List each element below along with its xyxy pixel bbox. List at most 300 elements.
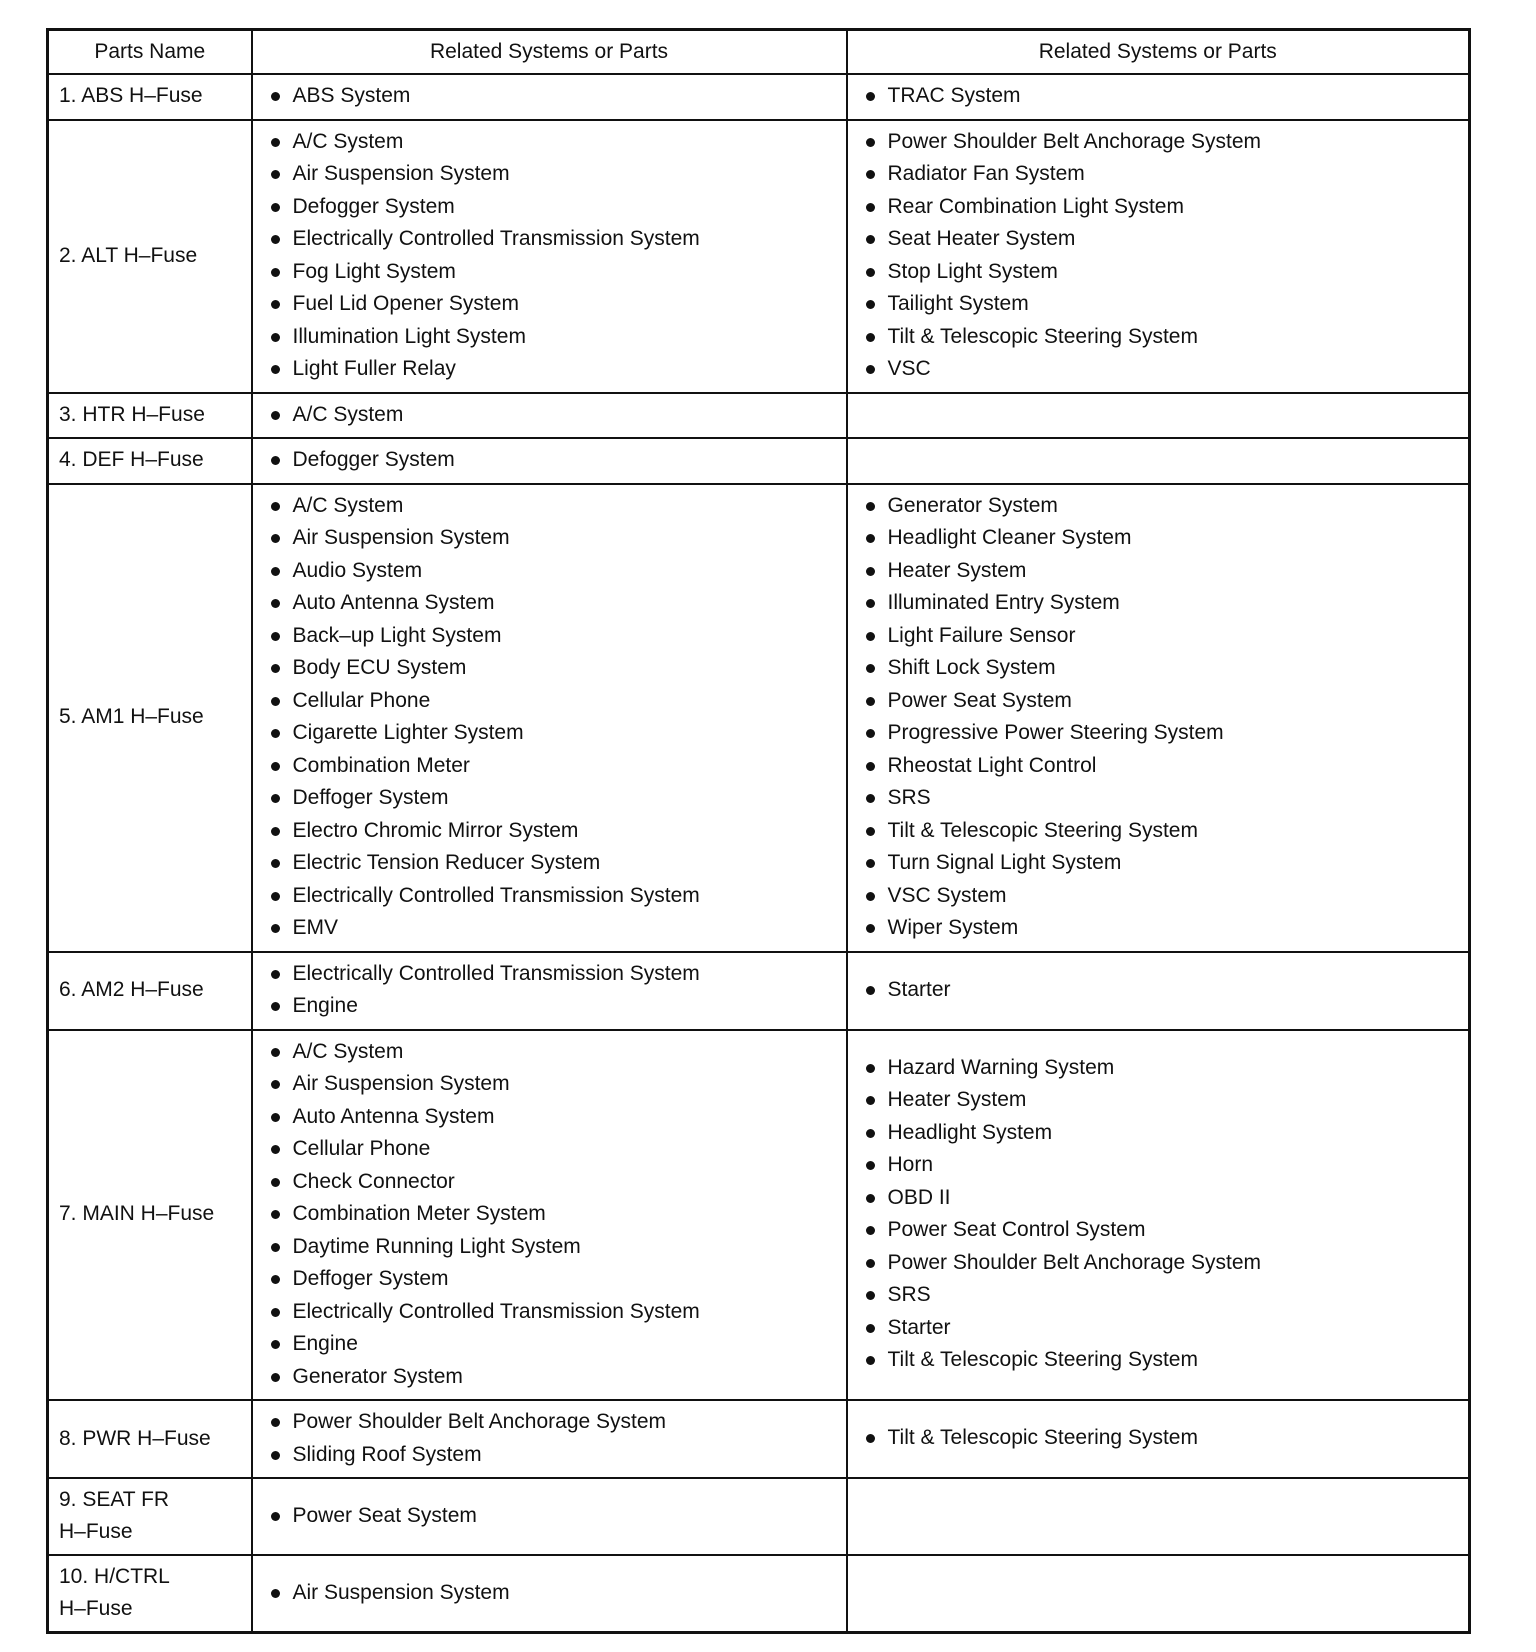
list-item — [864, 1182, 1469, 1215]
list-item — [864, 652, 1469, 685]
parts-name-line: H–Fuse — [59, 1520, 133, 1543]
related-system-label: Tailight System — [887, 292, 1029, 315]
list-item — [269, 555, 846, 588]
related-system-label: Electro Chromic Mirror System — [292, 818, 579, 842]
related-system-label: Wiper System — [887, 916, 1019, 939]
related-system-label: Power Seat System — [292, 1503, 477, 1527]
bullet-icon — [866, 1129, 875, 1138]
table-row — [48, 484, 1470, 952]
related-system-label: Starter — [887, 977, 951, 1001]
bullet-icon — [271, 203, 280, 212]
bullet-icon — [271, 859, 280, 868]
bullet-icon — [866, 1291, 875, 1300]
bullet-icon — [866, 1434, 875, 1443]
list-item — [269, 1577, 846, 1610]
related-system-label: Rheostat Light Control — [887, 753, 1097, 777]
related-system-label: Cigarette Lighter System — [292, 721, 524, 744]
related-system-label: Generator System — [887, 493, 1058, 517]
related-system-label: Combination Meter — [292, 753, 470, 777]
related-system-label: Electric Tension Reducer System — [292, 851, 601, 874]
list-item — [864, 847, 1469, 880]
list-item — [269, 717, 846, 750]
bullet-icon — [271, 697, 280, 706]
related-system-label: Air Suspension System — [292, 526, 510, 549]
related-system-label: Power Shoulder Belt Anchorage System — [887, 1250, 1262, 1274]
list-item — [269, 490, 846, 523]
bullet-icon — [271, 1002, 280, 1011]
list-item — [269, 652, 846, 685]
list-item — [269, 1231, 846, 1264]
related-systems-list — [253, 490, 846, 945]
related-system-label: ABS System — [292, 84, 411, 107]
list-item — [269, 223, 846, 256]
bullet-icon — [271, 170, 280, 179]
parts-name-label: 2. ALT H–Fuse — [59, 243, 198, 267]
related-system-label: Electrically Controlled Transmission System — [292, 1299, 700, 1323]
bullet-icon — [866, 664, 875, 673]
bullet-icon — [866, 827, 875, 836]
bullet-icon — [271, 729, 280, 738]
list-item — [864, 1344, 1469, 1377]
related-system-label: Progressive Power Steering System — [887, 721, 1224, 744]
list-item — [269, 522, 846, 555]
related-system-label: Generator System — [292, 1364, 463, 1388]
list-item — [864, 490, 1469, 523]
related-system-label: Shift Lock System — [887, 656, 1056, 679]
bullet-icon — [271, 794, 280, 803]
table-row — [48, 1478, 1470, 1555]
parts-name-label: 8. PWR H–Fuse — [59, 1426, 211, 1450]
parts-name-line: H–Fuse — [59, 1597, 133, 1620]
related-systems-list — [253, 444, 846, 477]
bullet-icon — [271, 892, 280, 901]
related-system-label: VSC System — [887, 883, 1007, 907]
parts-name-cell — [48, 1555, 252, 1633]
related-systems-list — [253, 126, 846, 386]
related-systems-cell-2 — [847, 438, 1470, 484]
parts-name-cell — [48, 74, 252, 120]
related-system-label: Heater System — [887, 1088, 1027, 1112]
related-system-label: Power Seat Control System — [887, 1218, 1146, 1242]
bullet-icon — [271, 1210, 280, 1219]
bullet-icon — [271, 924, 280, 933]
related-system-label: Radiator Fan System — [887, 162, 1085, 185]
related-systems-cell-1 — [252, 1400, 847, 1478]
bullet-icon — [866, 203, 875, 212]
bullet-icon — [271, 92, 280, 101]
related-system-label: Combination Meter System — [292, 1202, 546, 1225]
list-item — [864, 1312, 1469, 1345]
parts-name-label: 3. HTR H–Fuse — [59, 402, 205, 426]
related-system-label: Electrically Controlled Transmission System — [292, 227, 700, 250]
list-item — [269, 80, 846, 113]
list-item — [269, 288, 846, 321]
bullet-icon — [271, 599, 280, 608]
related-systems-list — [848, 126, 1469, 386]
list-item — [269, 1328, 846, 1361]
parts-name-cell — [48, 1478, 252, 1555]
bullet-icon — [866, 599, 875, 608]
bullet-icon — [866, 986, 875, 995]
related-systems-cell-1 — [252, 120, 847, 393]
related-system-label: Auto Antenna System — [292, 1104, 495, 1128]
related-system-label: Defogger System — [292, 194, 455, 218]
bullet-icon — [866, 170, 875, 179]
bullet-icon — [271, 1451, 280, 1460]
list-item — [864, 158, 1469, 191]
related-system-label: SRS — [887, 1283, 931, 1307]
list-item — [269, 880, 846, 913]
list-item — [864, 587, 1469, 620]
parts-name-label: 7. MAIN H–Fuse — [59, 1202, 215, 1226]
bullet-icon — [271, 333, 280, 342]
related-system-label: TRAC System — [887, 84, 1021, 107]
related-system-label: A/C System — [292, 1039, 404, 1063]
related-system-label: Cellular Phone — [292, 1137, 431, 1160]
related-system-label: Air Suspension System — [292, 1580, 510, 1604]
related-systems-cell-2 — [847, 74, 1470, 120]
related-system-label: Tilt & Telescopic Steering System — [887, 1348, 1198, 1372]
table-row — [48, 393, 1470, 439]
related-system-label: A/C System — [292, 402, 404, 426]
related-system-label: Illumination Light System — [292, 324, 526, 348]
related-systems-list — [848, 80, 1469, 113]
related-system-label: Starter — [887, 1315, 951, 1339]
bullet-icon — [271, 1418, 280, 1427]
list-item — [269, 444, 846, 477]
bullet-icon — [866, 697, 875, 706]
bullet-icon — [866, 1226, 875, 1235]
related-system-label: Defogger System — [292, 448, 455, 471]
related-system-label: Power Shoulder Belt Anchorage System — [887, 129, 1262, 153]
list-item — [864, 353, 1469, 386]
list-item — [269, 353, 846, 386]
parts-name-line: 9. SEAT FR — [59, 1488, 170, 1511]
related-systems-cell-1 — [252, 438, 847, 484]
bullet-icon — [271, 1178, 280, 1187]
list-item — [269, 321, 846, 354]
related-systems-cell-2 — [847, 484, 1470, 952]
bullet-icon — [271, 1308, 280, 1317]
parts-name-cell — [48, 484, 252, 952]
list-item — [269, 815, 846, 848]
list-item — [864, 815, 1469, 848]
list-item — [864, 555, 1469, 588]
parts-name-line: 10. H/CTRL — [59, 1565, 170, 1588]
related-system-label: Engine — [292, 994, 358, 1017]
list-item — [864, 80, 1469, 113]
related-system-label: Air Suspension System — [292, 162, 510, 185]
related-system-label: Tilt & Telescopic Steering System — [887, 818, 1198, 842]
bullet-icon — [866, 235, 875, 244]
related-system-label: Turn Signal Light System — [887, 851, 1122, 874]
related-system-label: Headlight Cleaner System — [887, 526, 1132, 549]
bullet-icon — [866, 1324, 875, 1333]
list-item — [864, 321, 1469, 354]
table-row — [48, 438, 1470, 484]
bullet-icon — [866, 138, 875, 147]
related-system-label: Heater System — [887, 558, 1027, 582]
related-systems-cell-1 — [252, 1555, 847, 1633]
list-item — [269, 191, 846, 224]
list-item — [864, 750, 1469, 783]
bullet-icon — [866, 502, 875, 511]
bullet-icon — [866, 567, 875, 576]
related-systems-list — [253, 1500, 846, 1533]
list-item — [269, 1439, 846, 1472]
related-systems-list — [253, 399, 846, 432]
related-system-label: Tilt & Telescopic Steering System — [887, 1426, 1198, 1450]
table-body — [48, 74, 1470, 1633]
list-item — [864, 1279, 1469, 1312]
header-related-systems-2: Related Systems or Parts — [847, 30, 1470, 75]
list-item — [269, 1133, 846, 1166]
list-item — [269, 1068, 846, 1101]
related-systems-cell-1 — [252, 1030, 847, 1401]
list-item — [269, 750, 846, 783]
table-row — [48, 1400, 1470, 1478]
related-system-label: Power Shoulder Belt Anchorage System — [292, 1410, 667, 1433]
list-item — [269, 158, 846, 191]
parts-name-label: 1. ABS H–Fuse — [59, 84, 203, 108]
table-header-row — [48, 30, 1470, 75]
related-system-label: Hazard Warning System — [887, 1055, 1115, 1079]
list-item — [269, 587, 846, 620]
related-system-label: Rear Combination Light System — [887, 194, 1184, 218]
related-system-label: Deffoger System — [292, 786, 449, 809]
related-systems-list — [848, 1422, 1469, 1455]
bullet-icon — [866, 1194, 875, 1203]
related-system-label: VSC — [887, 357, 931, 380]
bullet-icon — [271, 1340, 280, 1349]
related-system-label: Tilt & Telescopic Steering System — [887, 324, 1198, 348]
related-system-label: Electrically Controlled Transmission System — [292, 961, 700, 985]
related-systems-cell-2 — [847, 1030, 1470, 1401]
parts-name-label: 5. AM1 H–Fuse — [59, 705, 204, 728]
list-item — [269, 912, 846, 945]
list-item — [269, 1166, 846, 1199]
related-system-label: Engine — [292, 1332, 358, 1355]
bullet-icon — [271, 365, 280, 374]
parts-name-cell — [48, 393, 252, 439]
related-systems-cell-1 — [252, 393, 847, 439]
bullet-icon — [271, 567, 280, 576]
list-item — [269, 1406, 846, 1439]
list-item — [864, 912, 1469, 945]
related-system-label: Fuel Lid Opener System — [292, 292, 519, 315]
list-item — [269, 1101, 846, 1134]
bullet-icon — [271, 138, 280, 147]
bullet-icon — [271, 1275, 280, 1284]
related-system-label: Light Fuller Relay — [292, 357, 456, 380]
related-system-label: Light Failure Sensor — [887, 623, 1076, 647]
related-system-label: Cellular Phone — [292, 688, 431, 712]
parts-name-cell — [48, 120, 252, 393]
bullet-icon — [866, 268, 875, 277]
bullet-icon — [866, 729, 875, 738]
related-systems-list — [848, 490, 1469, 945]
bullet-icon — [271, 1145, 280, 1154]
related-system-label: Sliding Roof System — [292, 1442, 482, 1466]
related-system-label: Back–up Light System — [292, 623, 502, 647]
related-systems-list — [848, 974, 1469, 1007]
related-systems-cell-2 — [847, 393, 1470, 439]
bullet-icon — [271, 1243, 280, 1252]
bullet-icon — [866, 762, 875, 771]
header-parts-name: Parts Name — [48, 30, 252, 75]
related-system-label: Seat Heater System — [887, 227, 1076, 250]
list-item — [864, 782, 1469, 815]
fuse-table-sheet — [46, 28, 1468, 1634]
list-item — [269, 782, 846, 815]
bullet-icon — [866, 632, 875, 641]
bullet-icon — [271, 1512, 280, 1521]
related-system-label: SRS — [887, 786, 931, 809]
related-systems-list — [253, 80, 846, 113]
related-systems-cell-2 — [847, 120, 1470, 393]
list-item — [864, 191, 1469, 224]
list-item — [269, 958, 846, 991]
bullet-icon — [271, 1113, 280, 1122]
list-item — [864, 223, 1469, 256]
bullet-icon — [271, 1373, 280, 1382]
related-systems-cell-2 — [847, 1478, 1470, 1555]
related-system-label: Daytime Running Light System — [292, 1234, 581, 1258]
related-systems-list — [253, 1036, 846, 1394]
bullet-icon — [866, 92, 875, 101]
related-system-label: OBD II — [887, 1185, 951, 1209]
bullet-icon — [866, 892, 875, 901]
list-item — [864, 126, 1469, 159]
list-item — [269, 1296, 846, 1329]
table-row — [48, 1030, 1470, 1401]
bullet-icon — [271, 300, 280, 309]
list-item — [864, 974, 1469, 1007]
parts-name-cell — [48, 1400, 252, 1478]
related-system-label: Power Seat System — [887, 688, 1072, 712]
bullet-icon — [271, 411, 280, 420]
bullet-icon — [271, 762, 280, 771]
header-related-systems-1: Related Systems or Parts — [252, 30, 847, 75]
bullet-icon — [271, 268, 280, 277]
table-row — [48, 1555, 1470, 1633]
parts-name-label: 4. DEF H–Fuse — [59, 448, 204, 472]
list-item — [269, 620, 846, 653]
related-system-label: Horn — [887, 1153, 934, 1177]
related-system-label: Electrically Controlled Transmission System — [292, 883, 700, 907]
table-row — [48, 952, 1470, 1030]
list-item — [269, 256, 846, 289]
list-item — [864, 1149, 1469, 1182]
list-item — [864, 522, 1469, 555]
related-systems-cell-2 — [847, 1400, 1470, 1478]
related-system-label: Body ECU System — [292, 656, 467, 679]
list-item — [864, 1247, 1469, 1280]
bullet-icon — [271, 827, 280, 836]
bullet-icon — [271, 1048, 280, 1057]
list-item — [269, 1361, 846, 1394]
bullet-icon — [271, 235, 280, 244]
bullet-icon — [271, 970, 280, 979]
related-systems-list — [848, 1052, 1469, 1377]
bullet-icon — [271, 664, 280, 673]
related-system-label: Check Connector — [292, 1169, 455, 1193]
list-item — [864, 1117, 1469, 1150]
bullet-icon — [866, 300, 875, 309]
list-item — [864, 717, 1469, 750]
list-item — [269, 1263, 846, 1296]
related-system-label: A/C System — [292, 493, 404, 517]
related-system-label: Stop Light System — [887, 259, 1058, 283]
table-row — [48, 74, 1470, 120]
related-systems-cell-2 — [847, 1555, 1470, 1633]
related-system-label: Deffoger System — [292, 1267, 449, 1290]
list-item — [864, 620, 1469, 653]
list-item — [269, 685, 846, 718]
related-system-label: Air Suspension System — [292, 1072, 510, 1095]
related-system-label: Fog Light System — [292, 259, 456, 283]
bullet-icon — [866, 333, 875, 342]
list-item — [269, 1500, 846, 1533]
related-systems-list — [253, 1406, 846, 1471]
bullet-icon — [271, 1080, 280, 1089]
list-item — [864, 288, 1469, 321]
related-systems-cell-2 — [847, 952, 1470, 1030]
parts-name-cell — [48, 952, 252, 1030]
list-item — [269, 399, 846, 432]
fuse-related-systems-table — [46, 28, 1471, 1634]
list-item — [864, 1214, 1469, 1247]
parts-name-cell — [48, 1030, 252, 1401]
list-item — [269, 126, 846, 159]
related-systems-list — [253, 958, 846, 1023]
bullet-icon — [271, 1589, 280, 1598]
list-item — [269, 990, 846, 1023]
bullet-icon — [271, 456, 280, 465]
bullet-icon — [866, 1096, 875, 1105]
list-item — [269, 1198, 846, 1231]
bullet-icon — [866, 859, 875, 868]
related-system-label: Illuminated Entry System — [887, 591, 1120, 614]
bullet-icon — [866, 924, 875, 933]
related-systems-cell-1 — [252, 952, 847, 1030]
parts-name-cell — [48, 438, 252, 484]
related-system-label: Headlight System — [887, 1120, 1053, 1144]
related-systems-list — [253, 1577, 846, 1610]
bullet-icon — [866, 1356, 875, 1365]
list-item — [864, 685, 1469, 718]
bullet-icon — [866, 1259, 875, 1268]
bullet-icon — [866, 1161, 875, 1170]
bullet-icon — [271, 534, 280, 543]
bullet-icon — [866, 1064, 875, 1073]
related-system-label: Auto Antenna System — [292, 591, 495, 614]
bullet-icon — [866, 794, 875, 803]
list-item — [864, 880, 1469, 913]
related-systems-cell-1 — [252, 1478, 847, 1555]
bullet-icon — [866, 365, 875, 374]
related-system-label: EMV — [292, 916, 339, 939]
table-row — [48, 120, 1470, 393]
list-item — [269, 847, 846, 880]
related-system-label: Audio System — [292, 558, 423, 582]
bullet-icon — [271, 632, 280, 641]
related-systems-cell-1 — [252, 74, 847, 120]
bullet-icon — [271, 502, 280, 511]
bullet-icon — [866, 534, 875, 543]
related-system-label: A/C System — [292, 129, 404, 153]
list-item — [864, 1422, 1469, 1455]
